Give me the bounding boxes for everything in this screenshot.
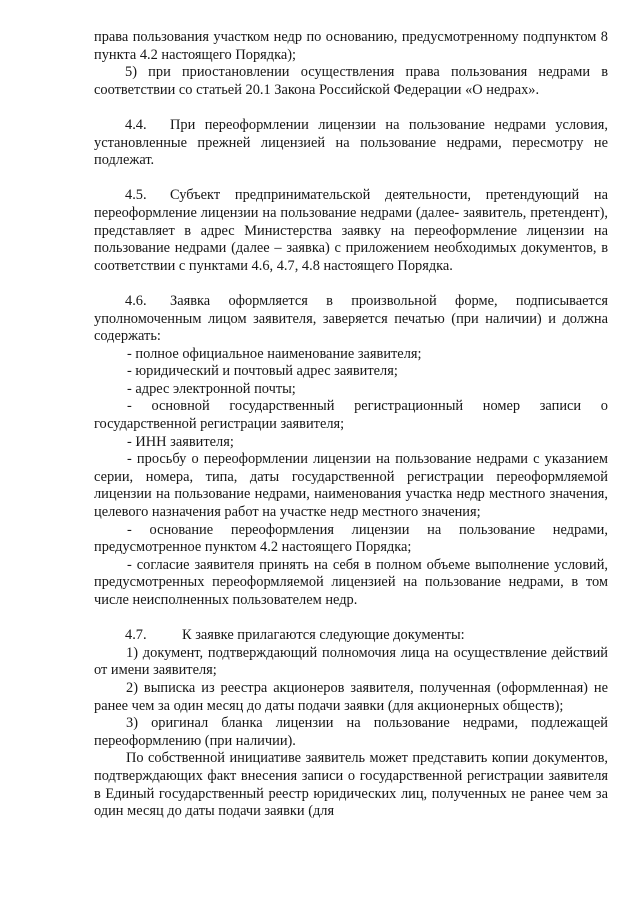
continued-paragraph: права пользования участком недр по основанию, предусмотренному подпунктом 8 пункта 4.2 настоящего Порядка);	[94, 29, 608, 63]
blank-line	[94, 170, 608, 188]
blank-line	[94, 275, 608, 293]
section-number: 4.6.	[125, 292, 147, 309]
section-text: Заявка оформляется в произвольной форме, подписывается уполномоченным лицом заявителя, заверяется печатью (при наличии) и должна содержать:	[94, 292, 608, 345]
section-text: При переоформлении лицензии на пользование недрами условия, установленные прежней лицензией на пользование недрами, пересмотру не подлежат.	[94, 116, 608, 169]
blank-line	[94, 610, 608, 628]
list-item-5: 5) при приостановлении осуществления права пользования недрами в соответствии со статьей 20.1 Закона Российской Федерации «О недрах».	[94, 64, 608, 98]
section-number: 4.4.	[125, 116, 147, 133]
list-item: 1) документ, подтверждающий полномочия лица на осуществление действий от имени заявителя;	[94, 644, 608, 679]
list-item: - ИНН заявителя;	[127, 433, 234, 450]
list-item: - адрес электронной почты;	[127, 380, 296, 397]
list-item: - юридический и почтовый адрес заявителя;	[127, 363, 398, 380]
section-text: Субъект предпринимательской деятельности, претендующий на переоформление лицензии на пользование недрами (далее- заявитель, претендент), представляет в адрес Министерства заявку на переоформление лицензии на пользование недрами (далее – заявка) с приложением необходимых документов, в соответствии с пунктами 4.6, 4.7, 4.8 настоящего Порядка.	[94, 187, 608, 274]
section-4-6	[94, 293, 608, 346]
closing-paragraph: По собственной инициативе заявитель может представить копии документов, подтверждающих факт внесения записи о государственной регистрации заявителя в Единый государственный реестр юридических лиц, полученных не ранее чем за один месяц до даты подачи заявки (для	[94, 750, 608, 820]
blank-line	[94, 99, 608, 117]
section-4-4	[94, 117, 608, 170]
list-item: - основание переоформления лицензии на пользование недрами, предусмотренное пунктом 4.2 настоящего Порядка;	[94, 521, 608, 556]
section-4-5	[94, 187, 608, 275]
list-item: 2) выписка из реестра акционеров заявителя, полученная (оформленная) не ранее чем за один месяц до даты подачи заявки (для акционерных обществ);	[94, 679, 608, 714]
section-number: 4.5.	[125, 187, 147, 204]
section-number: 4.7.	[125, 627, 147, 644]
section-4-7	[94, 627, 608, 645]
list-item: - полное официальное наименование заявителя;	[127, 345, 422, 362]
document-body	[94, 29, 608, 821]
list-item: - согласие заявителя принять на себя в полном объеме выполнение условий, предусмотренных переоформляемой лицензией на пользование недрами, в том числе неисполненных пользователем недр.	[94, 556, 608, 608]
list-item: - основной государственный регистрационный номер записи о государственной регистрации заявителя;	[94, 398, 608, 433]
list-item: - просьбу о переоформлении лицензии на пользование недрами с указанием серии, номера, типа, даты государственной регистрации переоформляемой лицензии на пользование недрами, наименования участка недр местного значения, целевого назначения работ на участке недр местного значения;	[94, 451, 608, 521]
list-item: 3) оригинал бланка лицензии на пользование недрами, подлежащей переоформлению (при наличии).	[94, 715, 608, 749]
section-text: К заявке прилагаются следующие документы:	[182, 627, 465, 644]
